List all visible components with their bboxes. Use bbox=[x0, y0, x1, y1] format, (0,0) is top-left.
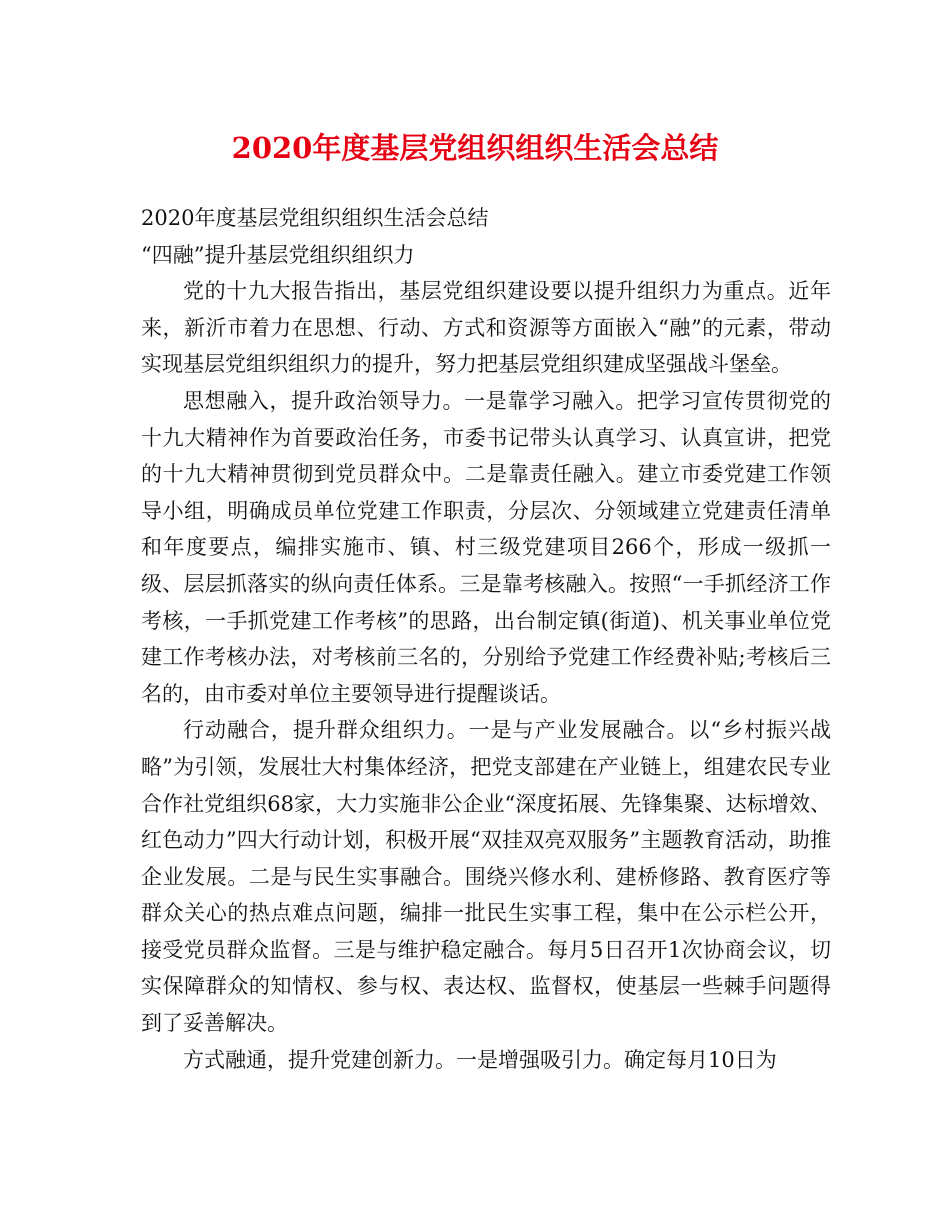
body-paragraph: 思想融入，提升政治领导力。一是靠学习融入。把学习宣传贯彻党的十九大精神作为首要政治任务，市委书记带头认真学习、认真宣讲，把党的十九大精神贯彻到党员群众中。二是靠责任融入。建立市委党建工作领导小组，明确成员单位党建工作职责，分层次、分领域建立党建责任清单和年度要点，编排实施市、镇、村三级党建项目266个，形成一级抓一级、层层抓落实的纵向责任体系。三是靠考核融入。按照“一手抓经济工作考核，一手抓党建工作考核”的思路，出台制定镇(街道)、机关事业单位党建工作考核办法，对考核前三名的，分别给予党建工作经费补贴;考核后三名的，由市委对单位主要领导进行提醒谈话。 bbox=[141, 388, 831, 706]
body-paragraph: 党的十九大报告指出，基层党组织建设要以提升组织力为重点。近年来，新沂市着力在思想、行动、方式和资源等方面嵌入“融”的元素，带动实现基层党组织组织力的提升，努力把基层党组织建成坚强战斗堡垒。 bbox=[141, 279, 831, 377]
body-paragraph: 方式融通，提升党建创新力。一是增强吸引力。确定每月10日为 bbox=[183, 1047, 777, 1072]
subtitle-line: “四融”提升基层党组织组织力 bbox=[141, 242, 415, 267]
document-body bbox=[141, 200, 831, 1078]
subtitle-line: 2020年度基层党组织组织生活会总结 bbox=[141, 206, 489, 230]
body-paragraph: 行动融合，提升群众组织力。一是与产业发展融合。以“乡村振兴战略”为引领，发展壮大村集体经济，把党支部建在产业链上，组建农民专业合作社党组织68家，大力实施非公企业“深度拓展、先锋集聚、达标增效、红色动力”四大行动计划，积极开展“双挂双亮双服务”主题教育活动，助推企业发展。二是与民生实事融合。围绕兴修水利、建桥修路、教育医疗等群众关心的热点难点问题，编排一批民生实事工程，集中在公示栏公开，接受党员群众监督。三是与维护稳定融合。每月5日召开1次协商会议，切实保障群众的知情权、参与权、表达权、监督权，使基层一些棘手问题得到了妥善解决。 bbox=[141, 718, 831, 1036]
document-title: 2020年度基层党组织组织生活会总结 bbox=[231, 131, 719, 165]
